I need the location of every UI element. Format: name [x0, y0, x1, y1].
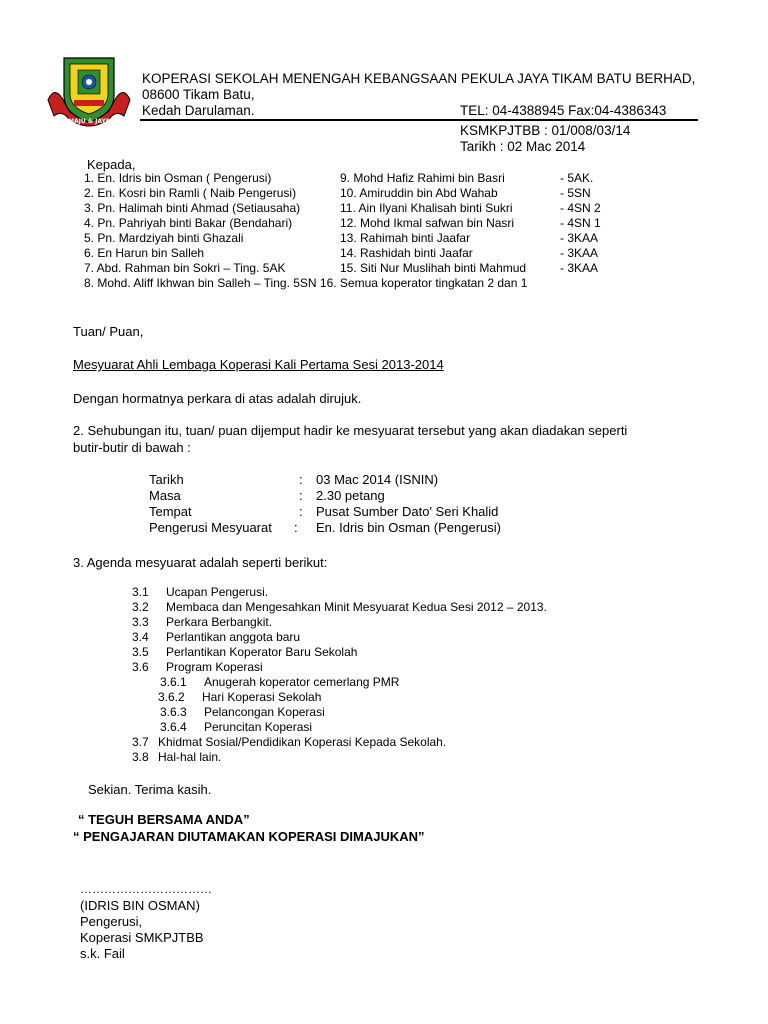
list-item	[84, 216, 664, 231]
recipient-class: - 3KAA	[560, 231, 599, 245]
recipient-left: 8. Mohd. Aliff Ikhwan bin Salleh – Ting. 5SN 16. Semua koperator tingkatan 2 dan 1	[84, 276, 528, 290]
signatory-name: (IDRIS BIN OSMAN)	[80, 898, 200, 913]
signature-line: ……………………………	[80, 882, 212, 896]
recipient-mid: 10. Amiruddin bin Abd Wahab	[340, 186, 498, 200]
agenda-text: Ucapan Pengerusi.	[166, 585, 269, 599]
letter-date: Tarikh : 02 Mac 2014	[460, 139, 586, 154]
agenda-text: Peruncitan Koperasi	[204, 720, 313, 734]
agenda-subitem	[160, 675, 399, 690]
recipient-left: 5. Pn. Mardziyah binti Ghazali	[84, 231, 244, 245]
agenda-text: Perlantikan anggota baru	[166, 630, 301, 644]
agenda-item	[132, 630, 300, 645]
detail-row-chair	[149, 520, 589, 536]
motto-line-2: “ PENGAJARAN DIUTAMAKAN KOPERASI DIMAJUKAN”	[73, 829, 425, 844]
list-item	[84, 231, 664, 246]
paragraph-1: Dengan hormatnya perkara di atas adalah dirujuk.	[73, 391, 362, 406]
recipient-left: 6. En Harun bin Salleh	[84, 246, 205, 260]
list-item	[84, 201, 664, 216]
agenda-item	[132, 645, 357, 660]
agenda-text: Membaca dan Mengesahkan Minit Mesyuarat Kedua Sesi 2012 – 2013.	[166, 600, 547, 614]
recipient-class: - 5AK.	[560, 171, 594, 185]
recipient-left: 2. En. Kosri bin Ramli ( Naib Pengerusi)	[84, 186, 297, 200]
address-line1: 08600 Tikam Batu,	[142, 87, 255, 102]
agenda-number: 3.8	[132, 750, 149, 764]
paragraph-2-line2: butir-butir di bawah :	[73, 440, 191, 455]
recipient-left: 7. Abd. Rahman bin Sokri – Ting. 5AK	[84, 261, 286, 275]
detail-row-date	[149, 472, 589, 488]
agenda-text: Khidmat Sosial/Pendidikan Koperasi Kepada Sekolah.	[158, 735, 447, 749]
detail-colon: :	[299, 472, 303, 487]
svg-text:MAJU & JAYA: MAJU & JAYA	[68, 118, 110, 125]
detail-label: Pengerusi Mesyuarat	[149, 520, 272, 535]
reference-number: KSMKPJTBB : 01/008/03/14	[460, 123, 631, 138]
detail-label: Tempat	[149, 504, 192, 519]
detail-value: Pusat Sumber Dato' Seri Khalid	[316, 504, 499, 519]
agenda-item	[132, 585, 268, 600]
list-item	[84, 186, 664, 201]
agenda-number: 3.1	[132, 585, 149, 599]
agenda-subitem	[160, 705, 325, 720]
agenda-number: 3.6.4	[160, 720, 187, 734]
agenda-item	[132, 750, 221, 765]
list-item	[84, 261, 664, 276]
signatory-organization: Koperasi SMKPJTBB	[80, 930, 204, 945]
recipient-class: - 3KAA	[560, 246, 599, 260]
agenda-number: 3.7	[132, 735, 149, 749]
detail-label: Tarikh	[149, 472, 184, 487]
agenda-number: 3.4	[132, 630, 149, 644]
detail-colon: :	[299, 488, 303, 503]
agenda-item	[132, 600, 547, 615]
header-divider	[140, 119, 698, 121]
detail-row-place	[149, 504, 589, 520]
agenda-text: Anugerah koperator cemerlang PMR	[204, 675, 400, 689]
agenda-text: Hal-hal lain.	[158, 750, 222, 764]
agenda-text: Hari Koperasi Sekolah	[202, 690, 322, 704]
recipient-mid: 15. Siti Nur Muslihah binti Mahmud	[340, 261, 527, 275]
agenda-text: Pelancongan Koperasi	[204, 705, 325, 719]
detail-label: Masa	[149, 488, 181, 503]
recipient-left: 4. Pn. Pahriyah binti Bakar (Bendahari)	[84, 216, 293, 230]
recipient-mid: 14. Rashidah binti Jaafar	[340, 246, 473, 260]
list-item	[84, 276, 664, 291]
detail-value: En. Idris bin Osman (Pengerusi)	[316, 520, 501, 535]
recipient-mid: 13. Rahimah binti Jaafar	[340, 231, 471, 245]
contact-numbers: TEL: 04-4388945 Fax:04-4386343	[460, 103, 667, 118]
detail-colon: :	[294, 520, 298, 535]
agenda-number: 3.6.3	[160, 705, 187, 719]
agenda-text: Program Koperasi	[166, 660, 263, 674]
agenda-number: 3.6.1	[160, 675, 187, 689]
address-line2: Kedah Darulaman.	[142, 103, 255, 118]
agenda-text: Perlantikan Koperator Baru Sekolah	[166, 645, 358, 659]
salutation: Tuan/ Puan,	[73, 324, 144, 339]
recipient-left: 3. Pn. Halimah binti Ahmad (Setiausaha)	[84, 201, 301, 215]
agenda-text: Perkara Berbangkit.	[166, 615, 273, 629]
signatory-title: Pengerusi,	[80, 914, 143, 929]
agenda-number: 3.3	[132, 615, 149, 629]
paragraph-2-line1: 2. Sehubungan itu, tuan/ puan dijemput hadir ke mesyuarat tersebut yang akan diadakan seperti	[73, 423, 628, 438]
org-name: KOPERASI SEKOLAH MENENGAH KEBANGSAAN PEKULA JAYA TIKAM BATU BERHAD,	[142, 71, 696, 86]
carbon-copy: s.k. Fail	[80, 946, 125, 961]
list-item	[84, 246, 664, 261]
agenda-item	[132, 735, 446, 750]
recipient-left: 1. En. Idris bin Osman ( Pengerusi)	[84, 171, 272, 185]
recipient-class: - 4SN 2	[560, 201, 601, 215]
recipients-heading: Kepada,	[87, 157, 136, 172]
agenda-item	[132, 615, 272, 630]
detail-value: 03 Mac 2014 (ISNIN)	[316, 472, 439, 487]
list-item	[84, 171, 664, 186]
recipient-mid: 9. Mohd Hafiz Rahimi bin Basri	[340, 171, 505, 185]
detail-value: 2.30 petang	[316, 488, 385, 503]
agenda-subitem	[158, 690, 321, 705]
agenda-number: 3.6	[132, 660, 149, 674]
agenda-number: 3.5	[132, 645, 149, 659]
detail-colon: :	[299, 504, 303, 519]
agenda-item	[132, 660, 263, 675]
recipient-class: - 3KAA	[560, 261, 599, 275]
agenda-heading: 3. Agenda mesyuarat adalah seperti berikut:	[73, 555, 328, 570]
recipient-class: - 5SN	[560, 186, 591, 200]
letter-subject: Mesyuarat Ahli Lembaga Koperasi Kali Pertama Sesi 2013-2014	[73, 357, 444, 372]
school-crest-logo	[44, 56, 134, 130]
recipient-mid: 12. Mohd Ikmal safwan bin Nasri	[340, 216, 515, 230]
agenda-number: 3.6.2	[158, 690, 185, 704]
recipient-mid: 11. Ain Ilyani Khalisah binti Sukri	[340, 201, 513, 215]
agenda-subitem	[160, 720, 312, 735]
agenda-number: 3.2	[132, 600, 149, 614]
closing-remark: Sekian. Terima kasih.	[88, 782, 212, 797]
recipient-class: - 4SN 1	[560, 216, 601, 230]
motto-line-1: “ TEGUH BERSAMA ANDA”	[78, 812, 250, 827]
detail-row-time	[149, 488, 589, 504]
